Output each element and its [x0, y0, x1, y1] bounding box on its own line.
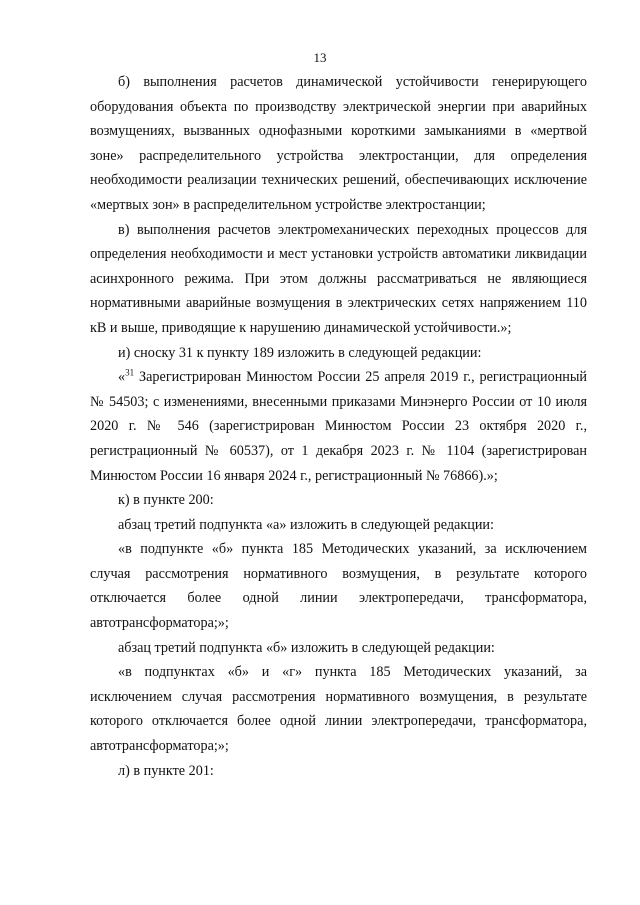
paragraph-footnote — [90, 365, 587, 488]
paragraph-abzac-b: абзац третий подпункта «б» изложить в следующей редакции: — [118, 639, 495, 656]
paragraph-quote-b: «в подпунктах «б» и «г» пункта 185 Методических указаний, за исключением случая рассмотрения нормативного возмущения, в результате которого отключается более одной линии электропередачи, трансформатора, автотрансформатора;»; — [90, 664, 587, 755]
page-number: 13 — [313, 50, 327, 65]
footnote-open-quote: « — [118, 369, 126, 386]
paragraph-v: в) выполнения расчетов электромеханических переходных процессов для определения необходимости и мест установки устройств автоматики ликвидации асинхронного режима. При этом должны рассматриваться не являющиеся нормативными аварийные возмущения в электрических сетях напряжением 110 кВ и выше, приводящие к нарушению динамической устойчивости.»; — [90, 221, 587, 336]
paragraph-k: к) в пункте 200: — [118, 492, 214, 509]
footnote-text: Зарегистрирован Минюстом России 25 апреля 2019 г., регистрационный № 54503; с изменениями, внесенными приказами Минэнерго России от 10 июля 2020 г. № 546 (зарегистрирован Минюстом России 23 октября 2020 г., регистрационный № 60537), от 1 декабря 2023 г. № 1104 (зарегистрирован Минюстом России 16 января 2024 г., регистрационный № 76866).»; — [90, 369, 587, 484]
paragraph-l: л) в пункте 201: — [118, 762, 214, 779]
footnote-number: 31 — [125, 367, 135, 378]
document-body — [90, 70, 587, 783]
paragraph-i: и) сноску 31 к пункту 189 изложить в следующей редакции: — [118, 344, 482, 361]
paragraph-b: б) выполнения расчетов динамической устойчивости генерирующего оборудования объекта по производству электрической энергии при аварийных возмущениях, вызванных однофазными короткими замыканиями в «мертвой зоне» распределительного устройства электростанции, для определения необходимости реализации технических решений, обеспечивающих исключение «мертвых зон» в распределительном устройстве электростанции; — [90, 74, 587, 213]
paragraph-abzac-a: абзац третий подпункта «а» изложить в следующей редакции: — [118, 516, 494, 533]
paragraph-quote-a: «в подпункте «б» пункта 185 Методических указаний, за исключением случая рассмотрения нормативного возмущения, в результате которого отключается более одной линии электропередачи, трансформатора, автотрансформатора;»; — [90, 541, 587, 632]
